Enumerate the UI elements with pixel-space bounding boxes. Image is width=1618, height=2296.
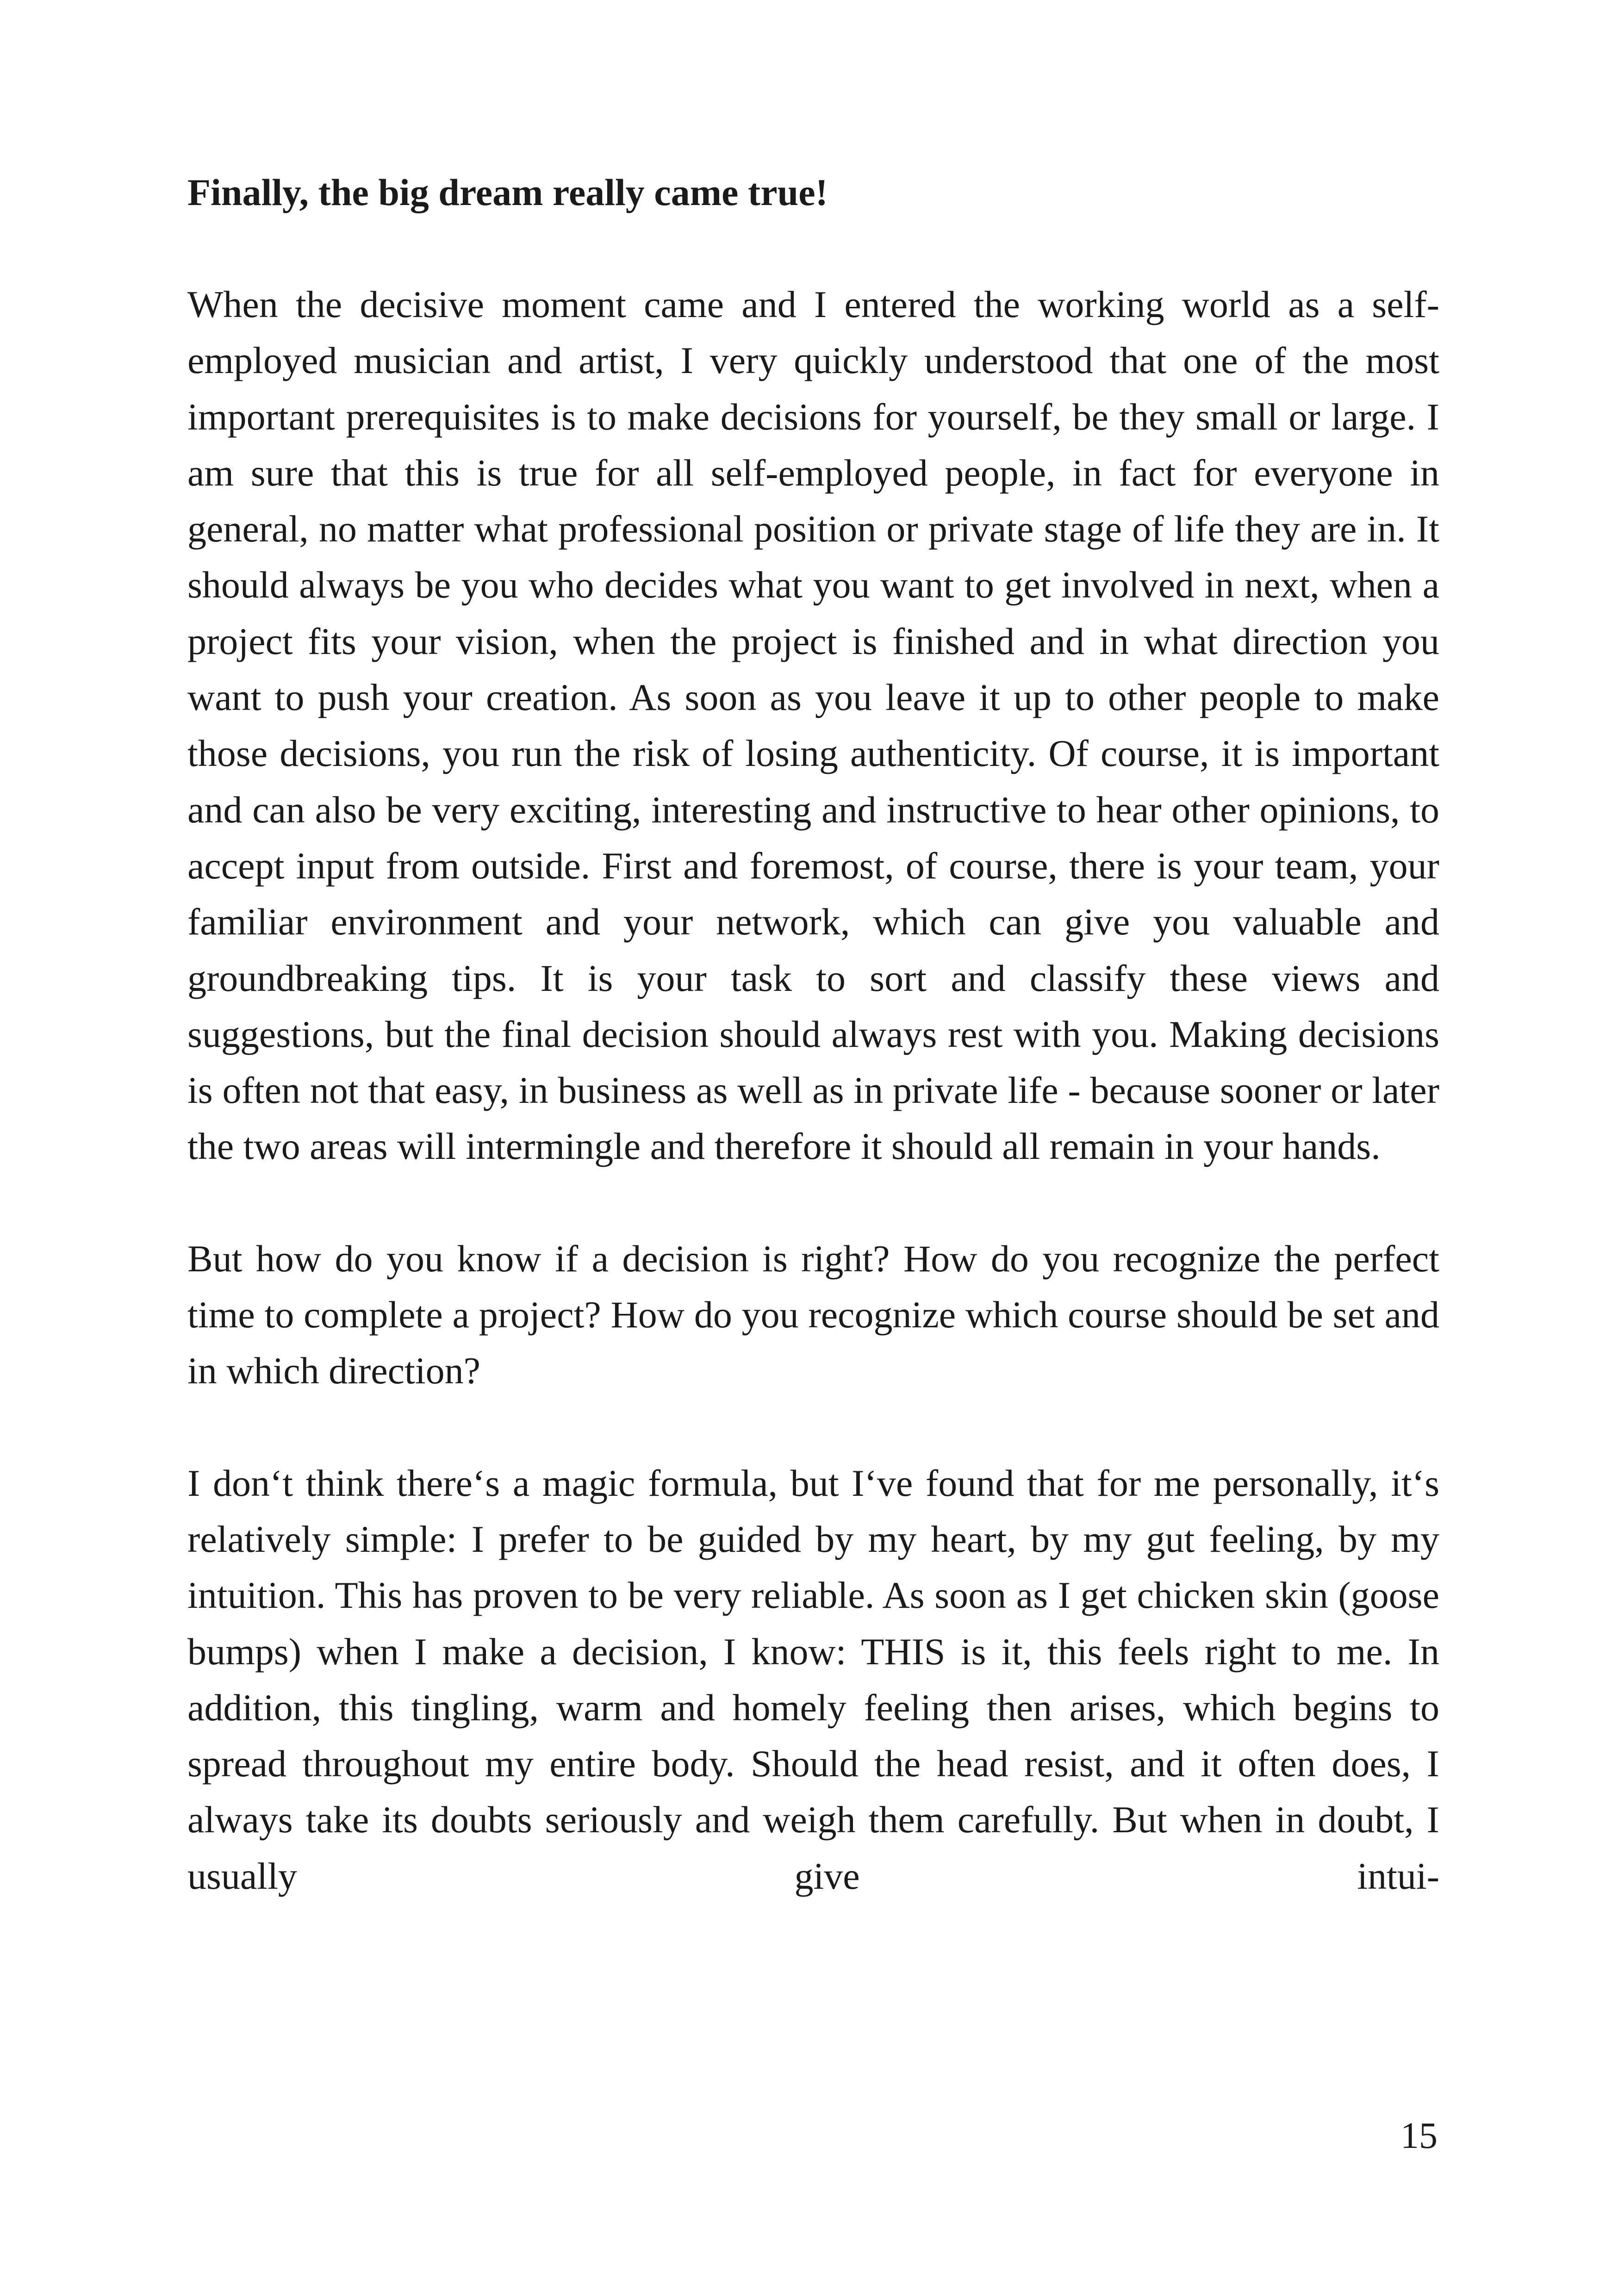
paragraph: When the decisive moment came and I entered the working world as a self-employed musician and artist, I very quickly understood that one of the most important prerequisites is to make decisions for yourself, be they small or large. I am sure that this is true for all self-employed people, in fact for everyone in general, no matter what professional position or private stage of life they are in. It should always be you who decides what you want to get involved in next, when a project fits your vision, when the project is finished and in what direction you want to push your creation. As soon as you leave it up to other people to make those decisions, you run the risk of losing authenticity. Of course, it is important and can also be very exciting, interesting and instructive to hear other opinions, to accept input from outside. First and foremost, of course, there is your team, your familiar environment and your network, which can give you valuable and groundbreaking tips. It is your task to sort and classify these views and suggestions, but the final decision should always rest with you. Making decisions is often not that easy, in business as well as in private life - because sooner or later the two areas will intermingle and therefore it should all remain in your hands. (187, 283, 1439, 1168)
paragraph: I don‘t think there‘s a magic formula, but I‘ve found that for me personally, it‘s relatively simple: I prefer to be guided by my heart, by my gut feeling, by my intuition. This has proven to be very reliable. As soon as I get chicken skin (goose bumps) when I make a decision, I know: THIS is it, this feels right to me. In addition, this tingling, warm and homely feeling then arises, which begins to spread throughout my entire body. Should the head resist, and it often does, I always take its doubts seriously and weigh them carefully. But when in doubt, I usually give intui- (187, 1462, 1439, 1897)
body-text (187, 164, 1439, 1904)
page-number: 15 (1400, 2116, 1438, 2156)
paragraph: But how do you know if a decision is right? How do you recognize the perfect time to complete a project? How do you recognize which course should be set and in which direction? (187, 1237, 1439, 1392)
section-heading: Finally, the big dream really came true! (187, 171, 828, 213)
